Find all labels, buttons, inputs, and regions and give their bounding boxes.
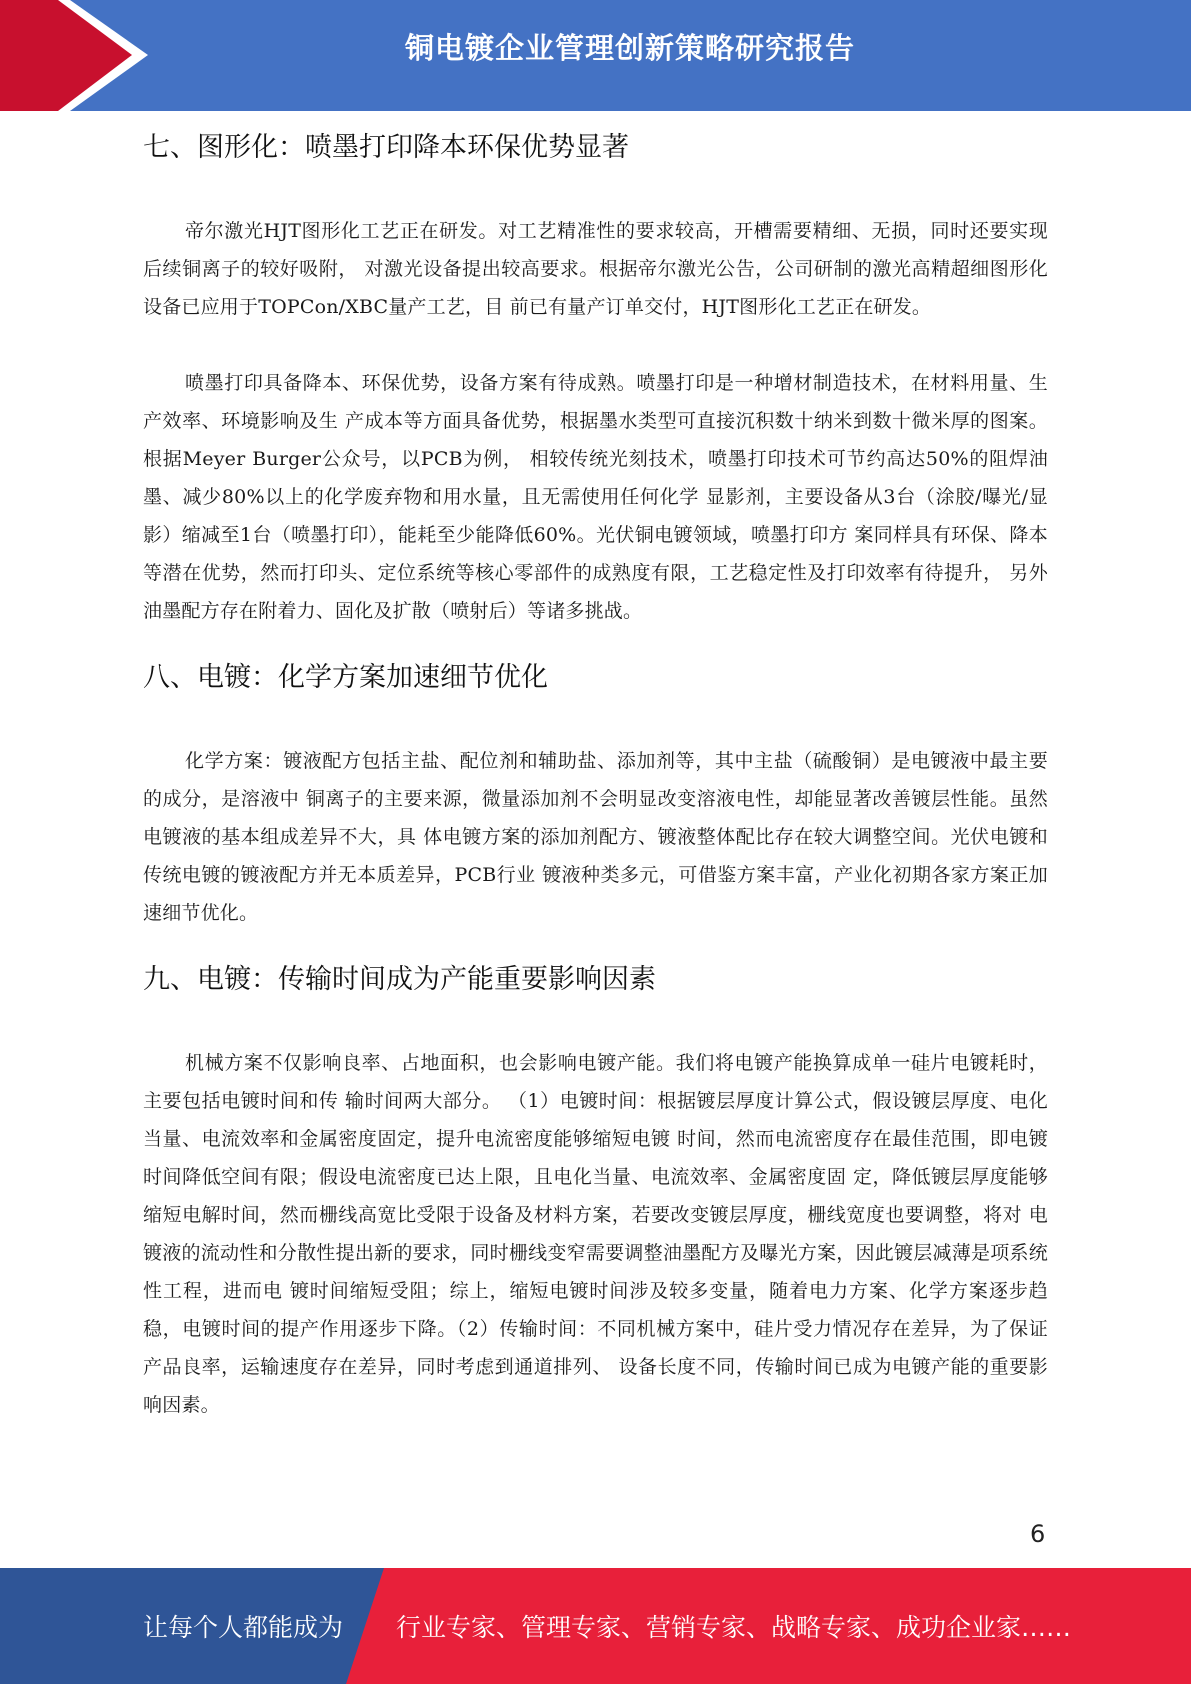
section-heading: 九、电镀：传输时间成为产能重要影响因素 — [143, 964, 656, 995]
paragraph: 喷墨打印具备降本、环保优势，设备方案有待成熟。喷墨打印是一种增材制造技术，在材料用量、生产效率、环境影响及生 产成本等方面具备优势，根据墨水类型可直接沉积数十纳米到数十微米厚的图案。根据Meyer Burger公众号，以PCB为例， 相较传统光刻技术，喷墨打印技术可节约高达50%的阻焊油墨、减少80%以上的化学废弃物和用水量，且无需使用任何化学 显影剂，主要设备从3台（涂胶/曝光/显影）缩减至1台（喷墨打印），能耗至少能降低60%。光伏铜电镀领域，喷墨打印方 案同样具有环保、降本等潜在优势，然而打印头、定位系统等核心零部件的成熟度有限，工艺稳定性及打印效率有待提升， 另外油墨配方存在附着力、固化及扩散（喷射后）等诸多挑战。 — [143, 372, 1048, 622]
section-heading: 八、电镀：化学方案加速细节优化 — [143, 662, 548, 693]
paragraph: 帝尔激光HJT图形化工艺正在研发。对工艺精准性的要求较高，开槽需要精细、无损，同时还要实现后续铜离子的较好吸附， 对激光设备提出较高要求。根据帝尔激光公告，公司研制的激光高精超细图形化设备已应用于TOPCon/XBC量产工艺，目 前已有量产订单交付，HJT图形化工艺正在研发。 — [143, 220, 1048, 318]
footer-slogan-right: 行业专家、管理专家、营销专家、战略专家、成功企业家…… — [396, 1613, 1072, 1642]
header-arrow-marker — [0, 0, 150, 111]
page-content — [143, 128, 1048, 1424]
paragraph: 机械方案不仅影响良率、占地面积，也会影响电镀产能。我们将电镀产能换算成单一硅片电镀耗时，主要包括电镀时间和传 输时间两大部分。 （1）电镀时间：根据镀层厚度计算公式，假设镀层厚度、电化当量、电流效率和金属密度固定，提升电流密度能够缩短电镀 时间，然而电流密度存在最佳范围，即电镀时间降低空间有限；假设电流密度已达上限，且电化当量、电流效率、金属密度固 定，降低镀层厚度能够缩短电解时间，然而栅线高宽比受限于设备及材料方案，若要改变镀层厚度，栅线宽度也要调整，将对 电镀液的流动性和分散性提出新的要求，同时栅线变窄需要调整油墨配方及曝光方案，因此镀层减薄是项系统性工程，进而电 镀时间缩短受阻；综上，缩短电镀时间涉及较多变量，随着电力方案、化学方案逐步趋稳，电镀时间的提产作用逐步下降。（2）传输时间：不同机械方案中，硅片受力情况存在差异，为了保证产品良率，运输速度存在差异，同时考虑到通道排列、 设备长度不同，传输时间已成为电镀产能的重要影响因素。 — [143, 1052, 1048, 1416]
footer-banner — [0, 1568, 1191, 1684]
section-heading: 七、图形化：喷墨打印降本环保优势显著 — [143, 132, 629, 163]
footer-slogan-left: 让每个人都能成为 — [143, 1613, 344, 1642]
page-number: 6 — [1030, 1520, 1046, 1548]
header-banner — [0, 0, 1191, 111]
report-title: 铜电镀企业管理创新策略研究报告 — [404, 31, 855, 65]
paragraph: 化学方案：镀液配方包括主盐、配位剂和辅助盐、添加剂等，其中主盐（硫酸铜）是电镀液中最主要的成分，是溶液中 铜离子的主要来源，微量添加剂不会明显改变溶液电性，却能显著改善镀层性能。虽然电镀液的基本组成差异不大，具 体电镀方案的添加剂配方、镀液整体配比存在较大调整空间。光伏电镀和传统电镀的镀液配方并无本质差异，PCB行业 镀液种类多元，可借鉴方案丰富，产业化初期各家方案正加速细节优化。 — [143, 750, 1048, 924]
